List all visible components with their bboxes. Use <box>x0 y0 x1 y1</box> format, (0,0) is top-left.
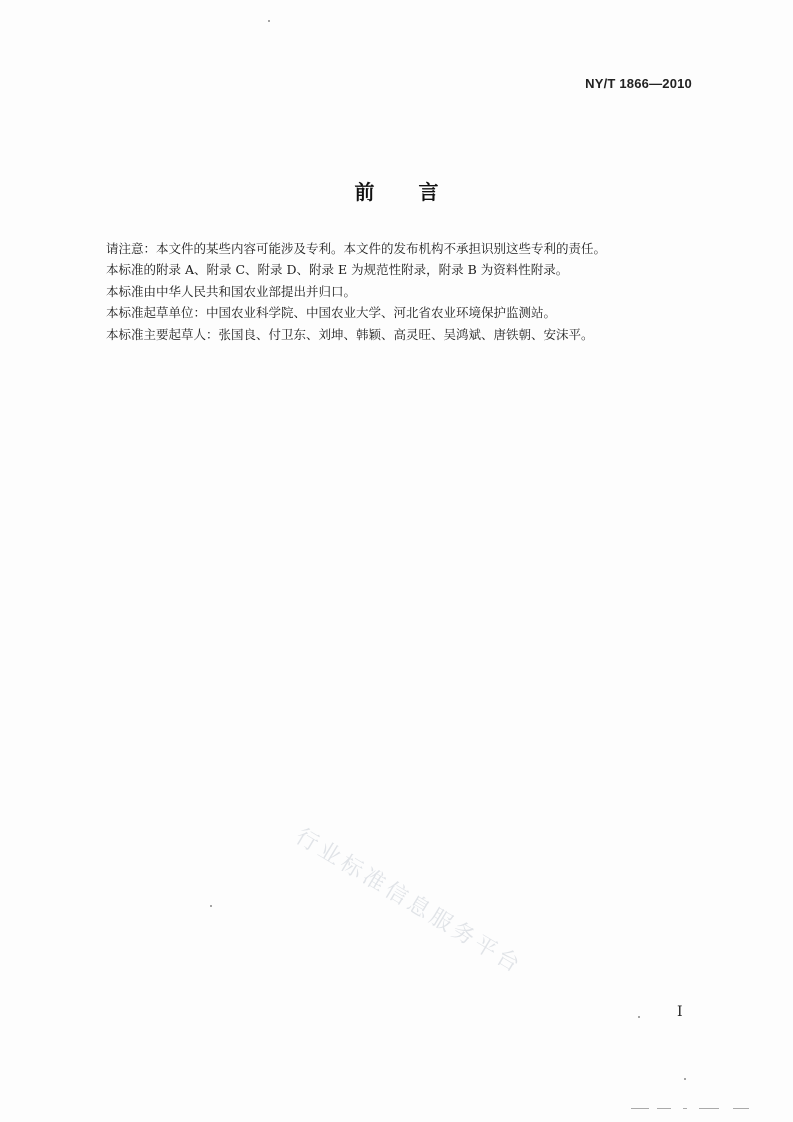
foreword-body <box>106 238 706 345</box>
standard-code: NY/T 1866—2010 <box>585 76 692 91</box>
scan-speck <box>638 1016 640 1018</box>
page-title <box>0 176 793 205</box>
watermark-text: 行业标准信息服务平台 <box>291 824 527 980</box>
title-char-1: 前 <box>354 180 375 204</box>
paragraph-proposer: 本标准由中华人民共和国农业部提出并归口。 <box>106 283 357 299</box>
paragraph-drafting-units: 本标准起草单位：中国农业科学院、中国农业大学、河北省农业环境保护监测站。 <box>106 305 557 321</box>
page-number: I <box>677 1004 683 1020</box>
scan-speck <box>268 20 270 22</box>
paragraph-appendix-info: 本标准的附录 A、附录 C、附录 D、附录 E 为规范性附录，附录 B 为资料性附录。 <box>106 262 569 278</box>
scan-speck <box>684 1078 686 1080</box>
scan-speck <box>210 905 212 907</box>
paragraph-drafters: 本标准主要起草人：张国良、付卫东、刘坤、韩颖、高灵旺、吴鸿斌、唐铁朝、安沫平。 <box>106 326 594 342</box>
scan-edge-marks <box>625 1108 775 1112</box>
title-char-2: 言 <box>418 180 439 204</box>
paragraph-patent-notice: 请注意：本文件的某些内容可能涉及专利。本文件的发布机构不承担识别这些专利的责任。 <box>106 241 607 256</box>
